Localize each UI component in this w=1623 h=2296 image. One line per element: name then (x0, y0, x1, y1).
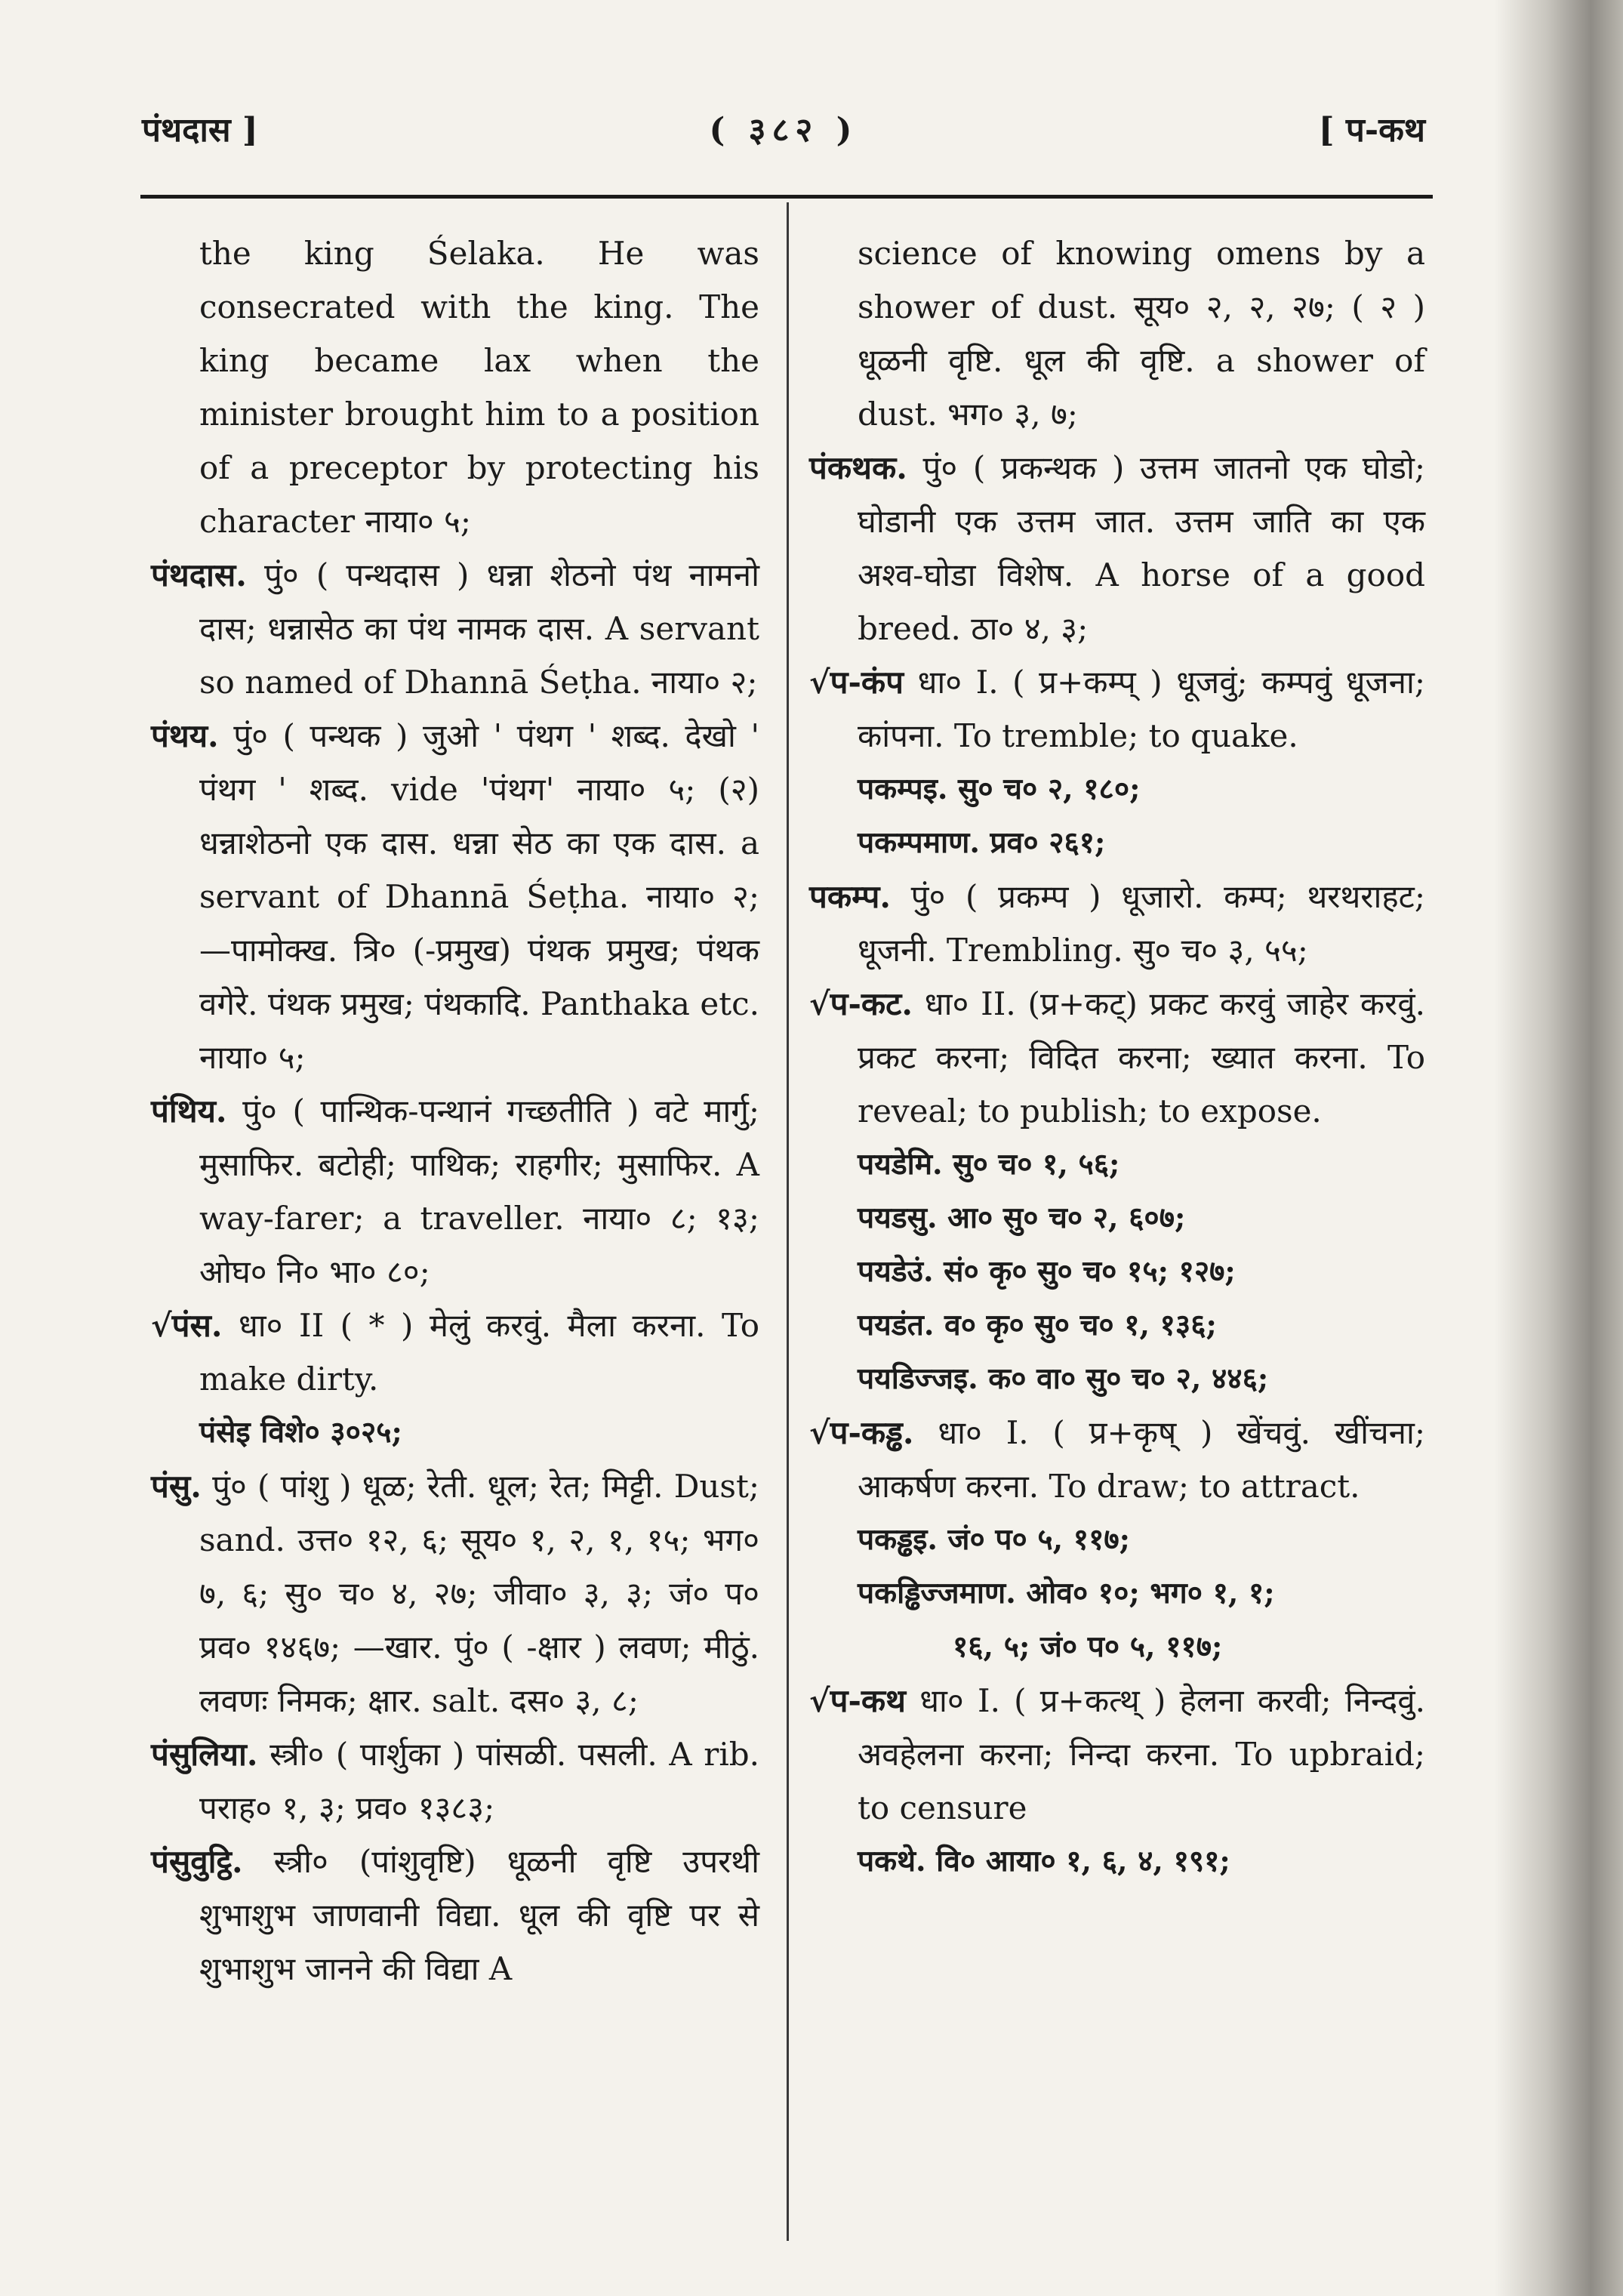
dictionary-entry (809, 1406, 1425, 1513)
entry-definition: पुं० ( प्रकन्थक ) उत्तम जातनो एक घोडो; घोडानी एक उत्तम जात. उत्तम जाति का एक अश्व-घोडा विशेष. A horse of a good breed. ठा० ४, ३; (858, 449, 1425, 647)
derived-form: पकथे. वि० आया० १, ६, ४, १९१; (858, 1844, 1230, 1878)
entry-headword: पंथिय. (151, 1093, 227, 1130)
derived-form: पयडसु. आ० सु० च० २, ६०७; (858, 1200, 1186, 1235)
dictionary-entry (151, 1299, 759, 1406)
entry-definition: धा० II. (प्र+कट्) प्रकट करवुं जाहेर करवुं. प्रकट करना; विदित करना; ख्यात करना. To reveal; to publish; to expose. (858, 985, 1425, 1130)
derived-form: १६, ५; जं० प० ५, ११७; (953, 1629, 1223, 1664)
page-header (142, 106, 1425, 166)
left-column (151, 227, 759, 1996)
entry-headword: √प-कंप (809, 664, 904, 701)
derived-form: पयडेमि. सु० च० १, ५६; (858, 1147, 1120, 1182)
entry-definition: धा० I. ( प्र+कत्थ् ) हेलना करवी; निन्दवुं. अवहेलना करना; निन्दा करना. To upbraid; to censure (858, 1682, 1425, 1826)
dictionary-entry (151, 548, 759, 709)
entry-definition: स्त्री० (पांशुवृष्टि) धूळनी वृष्टि उपरथी शुभाशुभ जाणवानी विद्या. धूल की वृष्टि पर से शुभाशुभ जानने की विद्या A (199, 1843, 759, 1987)
entry-headword: पंथदास. (151, 556, 247, 593)
entry-headword: √प-कड्ढ. (809, 1414, 914, 1451)
entry-headword: √पंस. (151, 1307, 223, 1344)
header-page-number: ( ३८२ ) (709, 111, 858, 149)
entry-definition: स्त्री० ( पार्शुका ) पांसळी. पसली. A rib. पराह० १, ३; प्रव० १३८३; (199, 1736, 759, 1826)
entry-continuation: the king Śelaka. He was consecrated with the king. The king became lax when the minister brought him to a position of a preceptor by protecting his character नाया० ५; (199, 235, 759, 540)
dictionary-entry (809, 977, 1425, 1138)
dictionary-entry (151, 709, 759, 1084)
dictionary-entry (809, 1674, 1425, 1835)
dictionary-entry (809, 441, 1425, 655)
entry-headword: पंकथक. (809, 449, 907, 486)
entry-headword: पकम्प. (809, 878, 891, 915)
derived-form: पकम्पमाण. प्रव० २६१; (858, 825, 1106, 860)
header-rule (140, 195, 1433, 199)
right-column (809, 227, 1425, 1888)
derived-form: पकड्ढइ. जं० प० ५, ११७; (858, 1522, 1131, 1557)
dictionary-entry (151, 1459, 759, 1727)
entry-headword: √प-कट. (809, 985, 913, 1022)
entry-headword: पंसुवुट्ठि. (151, 1843, 243, 1880)
page-edge-shadow (1495, 0, 1623, 2296)
entry-definition: पुं० ( पन्थदास ) धन्ना शेठनो पंथ नामनो दास; धन्नासेठ का पंथ नामक दास. A servant so named of Dhannā Śeṭha. नाया० २; (199, 556, 759, 701)
entry-headword: पंसुलिया. (151, 1736, 258, 1773)
entry-definition: पुं० ( प्रकम्प ) धूजारो. कम्प; थरथराहट; धूजनी. Trembling. सु० च० ३, ५५; (858, 878, 1425, 969)
header-right-guide-word: [ प-कथ (1318, 111, 1425, 149)
header-left-guide-word: पंथदास ] (142, 111, 258, 149)
derived-form: पंसेइ विशे० ३०२५; (199, 1415, 402, 1450)
entry-definition: पुं० ( पांशु ) धूळ; रेती. धूल; रेत; मिट्टी. Dust; sand. उत्त० १२, ६; सूय० १, २, १, १५; भग० ७, ६; सु० च० ४, २७; जीवा० ३, ३; जं० प० प्रव० १४६७; —खार. पुं० ( -क्षार ) लवण; मीठुं. लवणः निमक; क्षार. salt. दस० ३, ८; (199, 1468, 759, 1719)
entry-definition: धा० I. ( प्र+कृष् ) खेंचवुं. खींचना; आकर्षण करना. To draw; to attract. (858, 1414, 1425, 1505)
dictionary-entry (151, 1727, 759, 1835)
column-divider (787, 202, 789, 2241)
dictionary-entry (809, 870, 1425, 977)
dictionary-entry (809, 655, 1425, 763)
entry-definition: पुं० ( पन्थक ) जुओ ' पंथग ' शब्द. देखो ' पंथग ' शब्द. vide 'पंथग' नाया० ५; (२) धन्नाशेठनो एक दास. धन्ना सेठ का एक दास. a servant of Dhannā Śeṭha. नाया० २; —पामोक्ख. त्रि० (-प्रमुख) पंथक प्रमुख; पंथक वगेरे. पंथक प्रमुख; पंथकादि. Panthaka etc. नाया० ५; (199, 717, 759, 1076)
entry-definition: धा० I. ( प्र+कम्प् ) धूजवुं; कम्पवुं धूजना; कांपना. To tremble; to quake. (858, 664, 1425, 754)
derived-form: पकड्ढिज्जमाण. ओव० १०; भग० १, १; (858, 1576, 1275, 1610)
entry-headword: पंसु. (151, 1468, 202, 1505)
dictionary-entry (151, 1835, 759, 1996)
entry-headword: पंथय. (151, 717, 219, 754)
derived-form: पयडिज्जइ. क० वा० सु० च० २, ४४६; (858, 1361, 1269, 1396)
entry-continuation: science of knowing omens by a shower of dust. सूय० २, २, २७; ( २ ) धूळनी वृष्टि. धूल की वृष्टि. a shower of dust. भग० ३, ७; (858, 235, 1425, 433)
derived-form: पयडेउं. सं० कृ० सु० च० १५; १२७; (858, 1254, 1236, 1289)
derived-form: पकम्पइ. सु० च० २, १८०; (858, 772, 1141, 806)
entry-definition: पुं० ( पान्थिक-पन्थानं गच्छतीति ) वटे मार्गु; मुसाफिर. बटोही; पाथिक; राहगीर; मुसाफिर. A way-farer; a traveller. नाया० ८; १३; ओघ० नि० भा० ८०; (199, 1093, 759, 1290)
entry-definition: धा० II ( * ) मेलुं करवुं. मैला करना. To make dirty. (199, 1307, 759, 1398)
derived-form: पयडंत. व० कृ० सु० च० १, १३६; (858, 1308, 1217, 1342)
dictionary-entry (151, 1084, 759, 1299)
entry-headword: √प-कथ (809, 1682, 906, 1719)
